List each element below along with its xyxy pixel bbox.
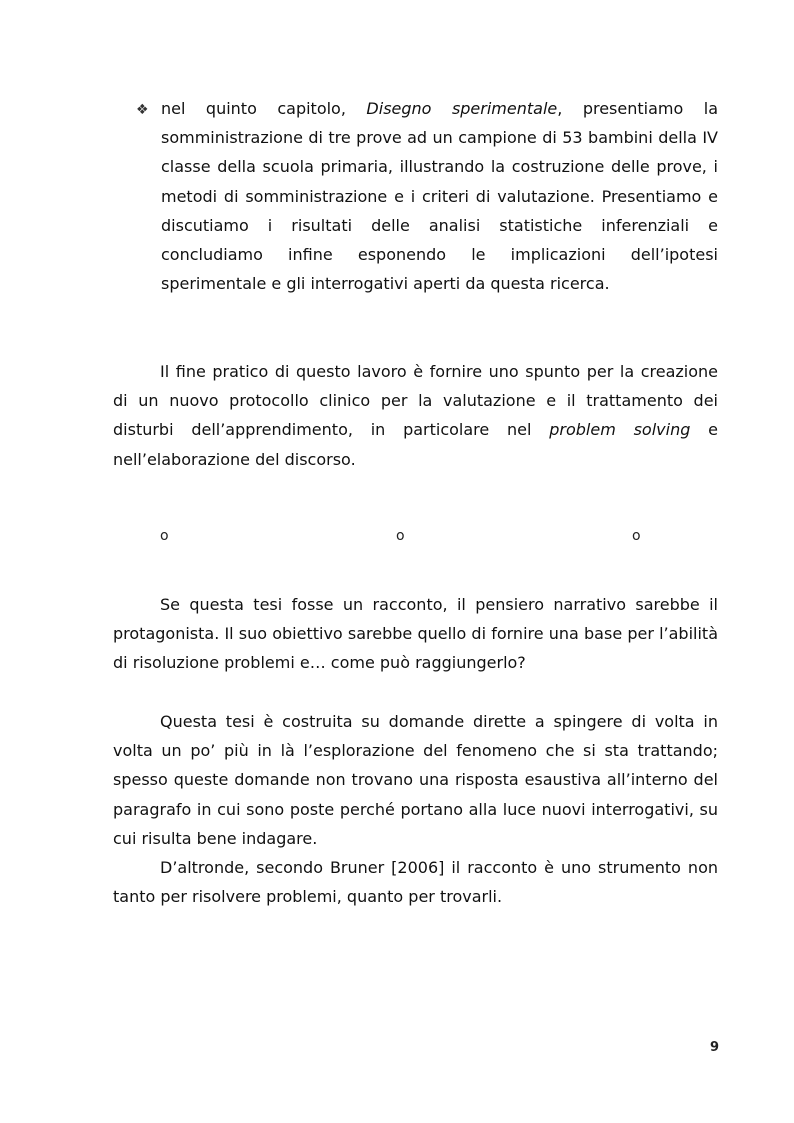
paragraph1-text-before: Il fine pratico di questo lavoro è fornire uno spunto per la creazione di un nuovo protocollo clinico per la valutazione e il trattamento dei disturbi dell’apprendimento, in particolare nel: [113, 362, 718, 440]
paragraph-questions: Questa tesi è costruita su domande dirette a spingere di volta in volta un po’ più in là l’esplorazione del fenomeno che si sta trattando; spesso queste domande non trovano una risposta esaustiva all’interno del paragrafo in cui sono poste perché portano alla luce nuovi interrogativi, su cui risulta bene indagare.: [113, 712, 718, 848]
paragraph-practical-goal: [113, 357, 718, 474]
bullet-text-after: , presentiamo la somministrazione di tre prove ad un campione di 53 bambini della IV classe della scuola primaria, illustrando la costruzione delle prove, i metodi di somministrazione e i criteri di valutazione. Presentiamo e discutiamo i risultati delle analisi statistiche inferenziali e concludiamo infine esponendo le implicazioni dell’ipotesi sperimentale e gli interrogativi aperti da questa ricerca.: [161, 99, 719, 294]
page-number: 9: [710, 1040, 720, 1055]
separator-mark-1: o: [160, 528, 169, 544]
separator-mark-2: o: [396, 528, 405, 544]
bullet-item-chapter-five: [136, 94, 718, 298]
paragraph1-italic-term: problem solving: [549, 420, 691, 440]
paragraph-story: Se questa tesi fosse un racconto, il pensiero narrativo sarebbe il protagonista. Il suo obiettivo sarebbe quello di fornire una base per l’abilità di risoluzione problemi e… come può raggiungerlo?: [113, 595, 718, 673]
bullet-chapter-title: Disegno sperimentale: [366, 99, 558, 118]
paragraph1-text-after: e nell’elaborazione del discorso.: [113, 420, 719, 469]
paragraph-bruner: D’altronde, secondo Bruner [2006] il racconto è uno strumento non tanto per risolvere problemi, quanto per trovarli.: [113, 858, 718, 907]
separator-mark-3: o: [632, 528, 641, 544]
bullet-text-before: nel quinto capitolo,: [161, 99, 367, 118]
diamond-bullet-icon: ❖: [136, 102, 149, 118]
bullet-text: [161, 94, 718, 298]
